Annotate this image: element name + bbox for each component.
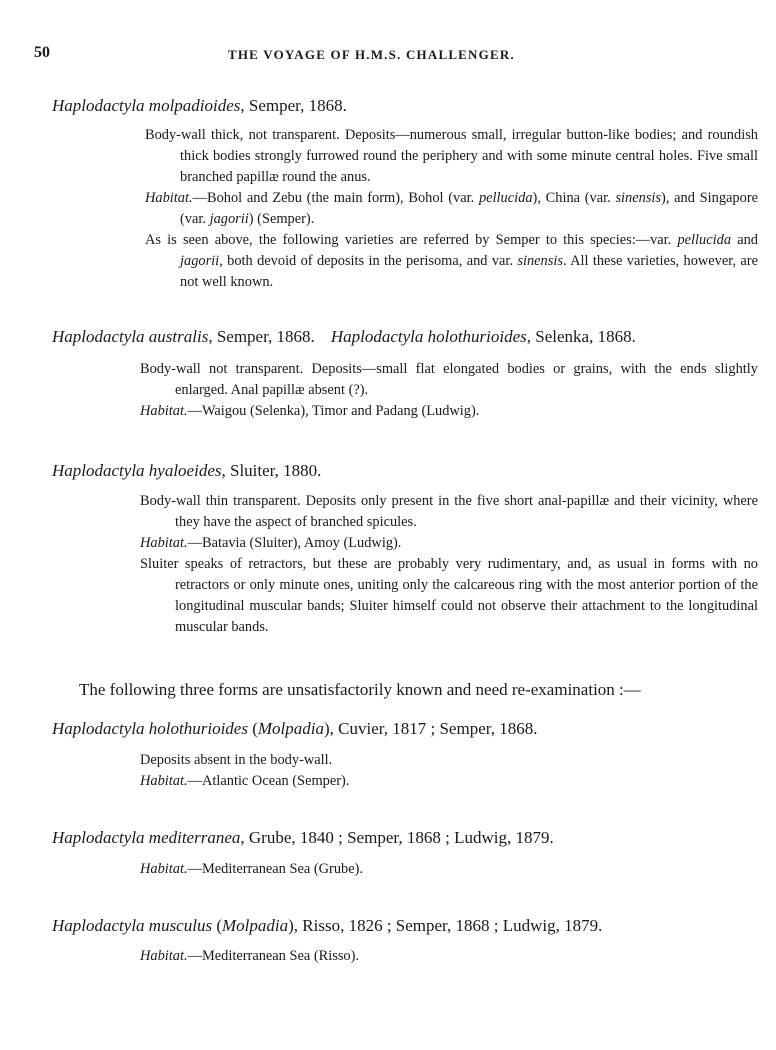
species-authority: , Semper, 1868. bbox=[208, 327, 315, 346]
note-text: . All these varieties, however, are not well known. bbox=[180, 253, 758, 290]
species-name: Haplodactyla hyaloeides bbox=[52, 461, 222, 480]
species-heading bbox=[52, 828, 554, 848]
varieties-note bbox=[145, 230, 758, 293]
variety-name: jagorii bbox=[209, 211, 249, 227]
genus-name: Molpadia bbox=[257, 719, 324, 738]
variety-name: pellucida bbox=[478, 190, 533, 206]
genus-name: Molpadia bbox=[222, 916, 289, 935]
habitat-label: Habitat. bbox=[140, 948, 188, 964]
species-authority: ), Cuvier, 1817 ; Semper, 1868. bbox=[324, 719, 538, 738]
habitat-paragraph bbox=[140, 401, 758, 422]
habitat-text: ), China (var. bbox=[532, 190, 616, 206]
body-wall-description: Body-wall not transparent. Deposits—small flat elongated bodies or grains, with the ends slightly enlarged. Anal papillæ absent (?). bbox=[140, 361, 758, 398]
habitat-text: —Waigou (Selenka), Timor and Padang (Ludwig). bbox=[187, 403, 480, 419]
habitat-label: Habitat. bbox=[140, 861, 188, 877]
body-wall-description: Body-wall thin transparent. Deposits only present in the five short anal-papillæ and their vicinity, where they have the aspect of branched spicules. bbox=[140, 493, 758, 530]
habitat-text: —Mediterranean Sea (Risso). bbox=[187, 948, 360, 964]
species-authority: ), Risso, 1826 ; Semper, 1868 ; Ludwig, 1879. bbox=[288, 916, 603, 935]
variety-name: jagorii bbox=[180, 253, 220, 269]
species-authority: , Grube, 1840 ; Semper, 1868 ; Ludwig, 1879. bbox=[240, 828, 554, 847]
habitat-label: Habitat. bbox=[140, 403, 188, 419]
note-text: As is seen above, the following varieties are referred by Semper to this species:—var. bbox=[145, 232, 678, 248]
habitat-text: ) (Semper). bbox=[248, 211, 315, 227]
deposits-description: Deposits absent in the body-wall. bbox=[140, 752, 333, 768]
habitat-text: —Bohol and Zebu (the main form), Bohol (var. bbox=[192, 190, 479, 206]
habitat-text: —Batavia (Sluiter), Amoy (Ludwig). bbox=[187, 535, 402, 551]
running-title: THE VOYAGE OF H.M.S. CHALLENGER. bbox=[228, 47, 515, 62]
species-heading bbox=[52, 96, 347, 116]
species-authority: ( bbox=[212, 916, 222, 935]
habitat-paragraph bbox=[140, 771, 758, 792]
habitat-label: Habitat. bbox=[140, 535, 188, 551]
species-name: Haplodactyla mediterranea bbox=[52, 828, 241, 847]
variety-name: pellucida bbox=[677, 232, 732, 248]
variety-name: sinensis bbox=[615, 190, 662, 206]
species-authority: , Semper, 1868. bbox=[240, 96, 347, 115]
retractors-note: Sluiter speaks of retractors, but these are probably very rudimentary, and, as usual in forms with no retractors or only minute ones, uniting only the calcareous ring with the most anterior portion of the longitudinal muscular bands; Sluiter himself could not observe their attachment to the longitudinal muscular bands. bbox=[140, 556, 758, 635]
habitat-label: Habitat. bbox=[145, 190, 193, 206]
species-heading bbox=[52, 916, 602, 936]
species-heading bbox=[52, 327, 636, 347]
note-text: and bbox=[731, 232, 758, 248]
habitat-label: Habitat. bbox=[140, 773, 188, 789]
variety-name: sinensis bbox=[517, 253, 563, 269]
species-authority: , Sluiter, 1880. bbox=[221, 461, 322, 480]
habitat-text: —Atlantic Ocean (Semper). bbox=[187, 773, 350, 789]
species-authority: , Selenka, 1868. bbox=[526, 327, 636, 346]
species-name: Haplodactyla holothurioides bbox=[330, 327, 527, 346]
habitat-paragraph bbox=[145, 188, 758, 230]
species-heading bbox=[52, 719, 537, 739]
species-authority: ( bbox=[247, 719, 258, 738]
habitat-paragraph bbox=[140, 946, 758, 967]
section-intro: The following three forms are unsatisfactorily known and need re-examination :— bbox=[79, 680, 641, 699]
species-name: Haplodactyla musculus bbox=[52, 916, 213, 935]
species-name: Haplodactyla holothurioides bbox=[52, 719, 248, 738]
habitat-paragraph bbox=[140, 533, 758, 554]
habitat-paragraph bbox=[140, 859, 758, 880]
species-heading bbox=[52, 461, 321, 481]
page-number: 50 bbox=[34, 44, 50, 61]
habitat-text: —Mediterranean Sea (Grube). bbox=[187, 861, 363, 877]
species-name: Haplodactyla australis bbox=[52, 327, 209, 346]
note-text: , both devoid of deposits in the perisoma, and var. bbox=[219, 253, 518, 269]
habitat-text: ), and Singapore (var. bbox=[180, 190, 758, 227]
body-wall-description: Body-wall thick, not transparent. Deposits—numerous small, irregular button-like bodies; and roundish thick bodies strongly furrowed round the periphery and with some minute central holes. Five small branched papillæ round the anus. bbox=[145, 127, 758, 185]
species-name: Haplodactyla molpadioides bbox=[52, 96, 241, 115]
